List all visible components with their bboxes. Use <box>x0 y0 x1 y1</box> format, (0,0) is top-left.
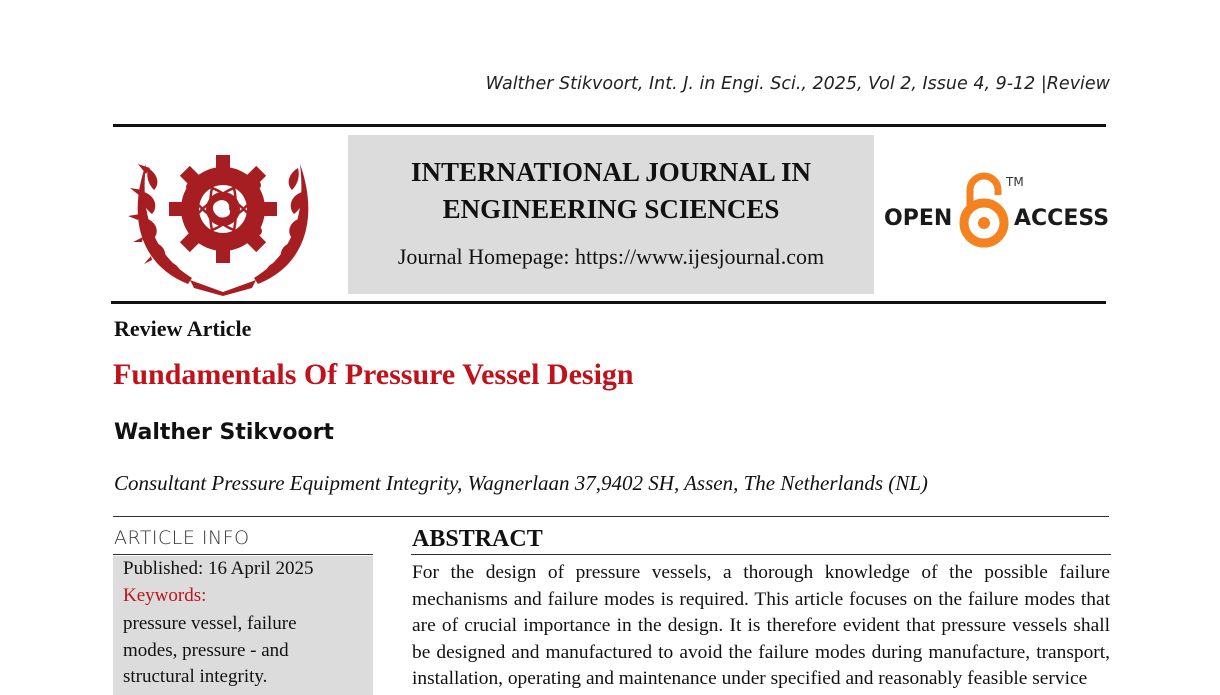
open-access-access-text: ACCESS <box>1014 206 1109 231</box>
open-lock-icon <box>964 176 1004 243</box>
published-date: Published: 16 April 2025 <box>123 558 314 579</box>
keywords-list: pressure vessel, failure modes, pressure - and structural integrity. <box>123 613 297 687</box>
open-access-logo <box>884 168 1109 253</box>
section-divider <box>113 516 1109 517</box>
article-title: Fundamentals Of Pressure Vessel Design <box>113 358 634 391</box>
article-type: Review Article <box>114 316 252 341</box>
journal-name-line2: ENGINEERING SCIENCES <box>442 194 780 224</box>
open-access-open-text: OPEN <box>884 206 953 231</box>
abstract-rule <box>411 554 1111 555</box>
author-affiliation: Consultant Pressure Equipment Integrity, Wagnerlaan 37,9402 SH, Assen, The Netherlands (NL) <box>114 471 928 495</box>
abstract-text: For the design of pressure vessels, a thorough knowledge of the possible failure mechanisms and failure modes is required. This article focuses on the failure modes that are of crucial importance in the design. It is therefore evident that pressure vessels shall be designed and manufactured to avoid the failure modes during manufacture, transport, installation, operating and maintenance under specified and reasonably feasible service <box>412 562 1110 689</box>
article-info-heading: ARTICLE INFO <box>114 527 250 549</box>
abstract-heading: ABSTRACT <box>412 526 543 552</box>
journal-banner <box>348 135 874 294</box>
journal-name <box>348 154 874 228</box>
header-rule-bottom <box>111 301 1106 304</box>
header-rule-top <box>113 124 1106 127</box>
article-info-box <box>113 556 373 695</box>
article-author: Walther Stikvoort <box>114 420 334 445</box>
journal-name-line1: INTERNATIONAL JOURNAL IN <box>410 157 812 187</box>
journal-homepage: Journal Homepage: https://www.ijesjournal.com <box>397 244 825 269</box>
trademark-mark: TM <box>1006 175 1024 189</box>
article-info-rule <box>113 554 373 555</box>
journal-logo-emblem <box>128 134 318 296</box>
keywords-label: Keywords: <box>123 585 207 606</box>
running-header: Walther Stikvoort, Int. J. in Engi. Sci., 2025, Vol 2, Issue 4, 9-12 |Review <box>485 74 1110 94</box>
